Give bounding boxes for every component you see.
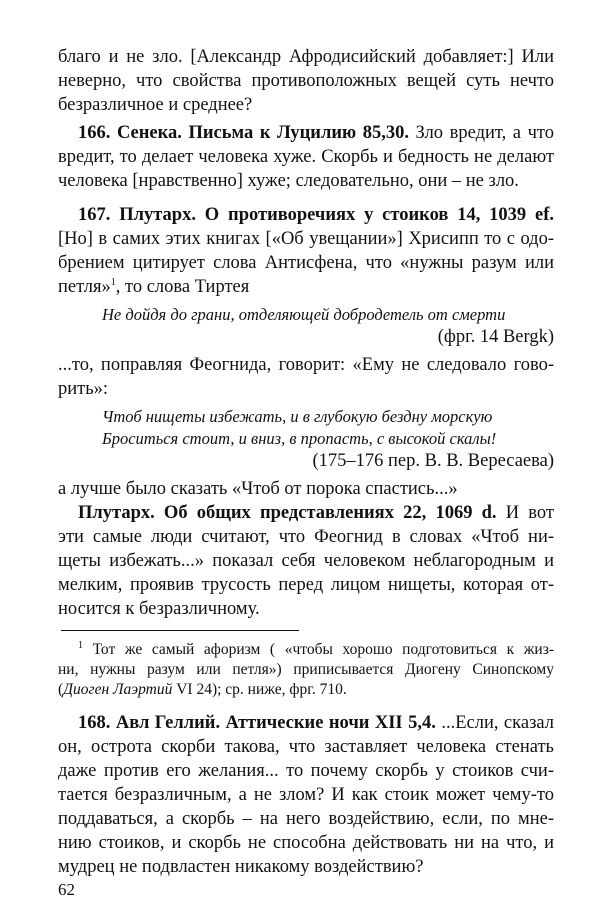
text: безразличное и среднее? xyxy=(58,95,253,115)
text-line xyxy=(58,784,554,806)
fragment-heading: 168. Авл Геллий. Аттические ночи XII 5,4. xyxy=(78,713,436,733)
text-line xyxy=(58,574,554,596)
footnote-divider xyxy=(61,630,299,631)
text-line xyxy=(58,526,554,548)
text: , то слова Тиртея xyxy=(115,277,250,297)
text: брением цитирует слова Антисфена, что «нужны разум или xyxy=(58,253,554,273)
text: человека [нравственно] хуже; следовательно, они – не зло. xyxy=(58,171,519,191)
fragment-167-heading-line xyxy=(78,204,554,226)
text: эти самые люди считают, что Феогнид в словах «Чтоб ни- xyxy=(58,527,554,547)
text: И вот xyxy=(496,503,555,523)
text: ...Если, сказал xyxy=(435,713,554,733)
text-line xyxy=(58,354,554,376)
text-line xyxy=(58,94,252,116)
citation-author: Диоген Лаэртий xyxy=(63,681,173,698)
text: поддаваться, а скорбь – на него воздействию, если, по мне- xyxy=(58,809,554,829)
text-line xyxy=(58,70,554,92)
fragment-heading: 167. Плутарх. О противоречиях у стоиков 14, 1039 ef. xyxy=(78,205,554,225)
text: тается безразличным, а не злом? И как стоик может чему-то xyxy=(58,785,554,805)
page-number: 62 xyxy=(58,880,75,899)
text: даже против его желания... то почему скорбь у стоиков счи- xyxy=(58,761,554,781)
text: мудрец не подвластен никакому воздействию? xyxy=(58,857,424,877)
footnote-ref: 1 xyxy=(110,276,116,288)
text: ...то, поправляя Феогнида, говорит: «Ему не следовало гово- xyxy=(58,355,554,375)
text: а лучше было сказать «Чтоб от порока спастись...» xyxy=(58,479,458,499)
text: щеты избежать...» показал себя человеком неблагородным и xyxy=(58,551,554,571)
footnote-mark: 1 xyxy=(78,639,83,651)
verse-line xyxy=(102,304,505,326)
verse-text: Не дойдя до грани, отделяющей добродетель от смерти xyxy=(102,305,506,324)
fragment-168-heading-line xyxy=(78,712,554,734)
text: неверно, что свойства противоположных вещей суть нечто xyxy=(58,71,554,91)
text: вредит, то делает человека хуже. Скорбь и бедность не делают xyxy=(58,147,554,167)
verse-line xyxy=(102,406,492,428)
text-line xyxy=(58,598,260,620)
text: благо и не зло. [Александр Афродисийский добавляет:] Или xyxy=(58,47,554,67)
text: (фрг. 14 Bergk) xyxy=(437,327,554,347)
text-line xyxy=(58,378,108,400)
text: Тот же самый афоризм ( «чтобы хорошо подготовиться к жиз- xyxy=(83,641,554,658)
text: (175–176 пер. В. В. Вересаева) xyxy=(312,451,554,471)
verse-line xyxy=(102,428,496,450)
text-line xyxy=(58,832,554,854)
text-line xyxy=(58,228,554,250)
footnote-line xyxy=(58,660,554,679)
fragment-166-heading-line xyxy=(78,122,554,144)
text: ни, нужны разум или петля») приписывается Диогену Синопскому xyxy=(58,661,554,678)
text-line xyxy=(58,478,458,500)
text-line xyxy=(58,760,554,782)
verse-text: Чтоб нищеты избежать, и в глубокую бездну морскую xyxy=(102,407,493,426)
sub-fragment-heading-line xyxy=(78,502,554,524)
text: Зло вредит, а что xyxy=(408,123,554,143)
text: он, острота скорби такова, что заставляет человека стенать xyxy=(58,737,554,757)
text-line xyxy=(58,276,249,298)
text-line xyxy=(58,170,519,192)
text: ( xyxy=(58,681,64,698)
fragment-heading: 166. Сенека. Письма к Луцилию 85,30. xyxy=(78,123,409,143)
text: петля» xyxy=(58,277,111,297)
text: VI 24); ср. ниже, фрг. 710. xyxy=(172,681,347,698)
text: нию стоиков, и скорбь не способна действовать ни на что, и xyxy=(58,833,554,853)
text-line xyxy=(58,736,554,758)
verse-reference xyxy=(438,326,554,348)
verse-text: Броситься стоит, и вниз, в пропасть, с высокой скалы! xyxy=(102,429,497,448)
text-line xyxy=(58,146,554,168)
text: [Но] в самих этих книгах [«Об увещании»] Хрисипп то с одо- xyxy=(58,229,554,249)
text: носится к безразличному. xyxy=(58,599,260,619)
text-line xyxy=(58,46,554,68)
text-line xyxy=(58,550,554,572)
text-line xyxy=(58,808,554,830)
text: рить»: xyxy=(58,379,109,399)
text-line xyxy=(58,252,554,274)
footnote-line xyxy=(78,640,554,659)
text-line xyxy=(58,856,424,878)
verse-reference xyxy=(312,450,554,472)
footnote-line xyxy=(58,680,347,699)
fragment-heading: Плутарх. Об общих представлениях 22, 1069 d. xyxy=(78,503,497,523)
text: мелким, проявив трусость перед лицом нищеты, которая от- xyxy=(58,575,554,595)
